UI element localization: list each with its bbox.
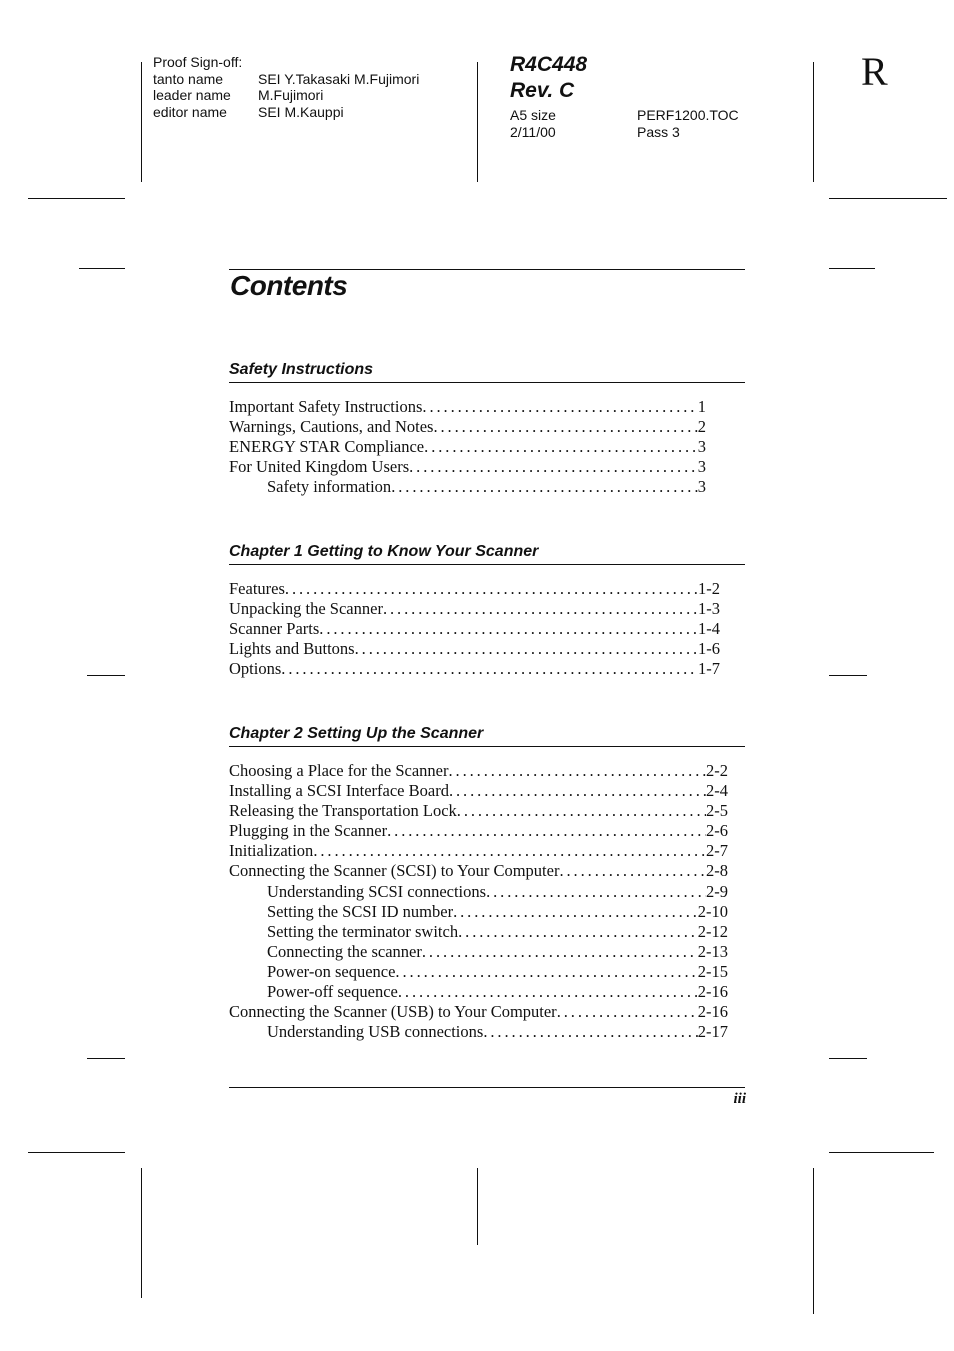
toc-entry-title: Scanner Parts	[229, 619, 320, 639]
toc-entry-title: For United Kingdom Users	[229, 457, 410, 477]
dot-leader	[313, 841, 706, 861]
toc-entry-title: Plugging in the Scanner	[229, 821, 388, 841]
dot-leader	[285, 579, 698, 599]
toc-entry[interactable]	[229, 397, 706, 417]
toc-entry[interactable]	[229, 639, 720, 659]
dot-leader	[387, 821, 706, 841]
toc-entry-page: 1-4	[698, 619, 720, 639]
toc-entry-page: 1-3	[698, 599, 720, 619]
toc-subentry[interactable]	[229, 477, 706, 497]
crop-mark	[28, 198, 125, 199]
proof-label: editor name	[153, 103, 227, 120]
section-heading: Chapter 1 Getting to Know Your Scanner	[229, 543, 745, 565]
dot-leader	[449, 781, 706, 801]
meta-row	[510, 107, 770, 124]
toc-entry-page: 3	[697, 437, 706, 457]
toc-entry-page: 1-6	[698, 639, 720, 659]
toc-subentry[interactable]	[229, 962, 728, 982]
dot-leader	[422, 942, 698, 962]
toc-entry-title: ENERGY STAR Compliance	[229, 437, 425, 457]
dot-leader	[383, 599, 698, 619]
toc-entry-title: Connecting the scanner	[267, 941, 422, 961]
toc-entry[interactable]	[229, 437, 706, 457]
toc-entry-page: 2-13	[697, 941, 728, 961]
page-title: Contents	[230, 270, 348, 301]
dot-leader	[458, 922, 698, 942]
toc-entry-title: Features	[229, 579, 285, 598]
toc-entry[interactable]	[229, 861, 728, 881]
toc-list	[229, 579, 720, 679]
toc-entry-page: 3	[697, 477, 706, 497]
dot-leader	[457, 801, 706, 821]
toc-entry-title: Connecting the Scanner (SCSI) to Your Computer	[229, 861, 560, 881]
toc-entry-page: 2-8	[706, 861, 728, 881]
toc-entry[interactable]	[229, 821, 728, 841]
meta-pass: Pass 3	[637, 123, 680, 140]
toc-entry-page: 2-7	[706, 841, 728, 861]
toc-entry-page: 2-17	[697, 1022, 728, 1042]
toc-subentry[interactable]	[229, 982, 728, 1002]
toc-entry-title: Important Safety Instructions	[229, 397, 423, 416]
toc-entry[interactable]	[229, 781, 728, 801]
proof-value: SEI M.Kauppi	[258, 103, 344, 120]
toc-subentry[interactable]	[229, 922, 728, 942]
dot-leader	[433, 417, 697, 437]
dot-leader	[409, 457, 698, 477]
dot-leader	[448, 761, 706, 781]
crop-mark	[87, 675, 125, 676]
proof-value: M.Fujimori	[258, 87, 324, 103]
toc-entry-title: Initialization	[229, 841, 314, 861]
model-revision	[510, 52, 587, 104]
toc-entry[interactable]	[229, 417, 706, 437]
toc-entry-page: 2-12	[697, 921, 728, 941]
model-number: R4C448	[510, 53, 588, 76]
crop-mark	[477, 1168, 478, 1245]
proof-label: tanto name	[153, 70, 224, 87]
meta-size: A5 size	[510, 107, 556, 123]
section-heading: Chapter 2 Setting Up the Scanner	[229, 725, 745, 747]
meta-date: 2/11/00	[510, 123, 556, 140]
toc-entry-title: Connecting the Scanner (USB) to Your Computer	[229, 1002, 557, 1022]
dot-leader	[422, 397, 697, 417]
toc-entry-title: Releasing the Transportation Lock	[229, 801, 457, 821]
crop-mark	[829, 198, 947, 199]
dot-leader	[355, 639, 698, 659]
proof-label: leader name	[153, 87, 231, 103]
toc-entry-title: Lights and Buttons	[229, 639, 355, 659]
toc-entry-title: Power-off sequence	[267, 982, 398, 1002]
toc-entry-page: 1-7	[698, 659, 720, 679]
crop-mark	[829, 1058, 867, 1059]
toc-entry-page: 3	[697, 457, 706, 477]
toc-entry[interactable]	[229, 801, 728, 821]
proof-title: Proof Sign-off:	[153, 54, 243, 70]
toc-entry-title: Power-on sequence	[267, 961, 396, 981]
crop-mark	[829, 1152, 934, 1153]
toc-entry[interactable]	[229, 1002, 728, 1022]
dot-leader	[486, 882, 706, 902]
toc-entry-title: Understanding SCSI connections	[267, 881, 487, 901]
toc-entry-title: Unpacking the Scanner	[229, 599, 383, 619]
toc-entry-page: 2-9	[706, 881, 728, 901]
toc-list	[229, 761, 728, 1042]
crop-mark	[829, 675, 867, 676]
toc-entry-title: Safety information	[267, 477, 392, 497]
dot-leader	[453, 902, 698, 922]
toc-entry-title: Understanding USB connections	[267, 1022, 484, 1042]
proof-value: SEI Y.Takasaki M.Fujimori	[258, 70, 420, 87]
proof-row-leader	[153, 87, 419, 104]
dot-leader	[281, 659, 698, 679]
proof-row-tanto	[153, 71, 419, 88]
toc-entry-title: Setting the SCSI ID number	[267, 901, 454, 921]
crop-mark	[141, 62, 142, 182]
crop-mark	[813, 1168, 814, 1314]
toc-entry-page: 1	[697, 397, 706, 416]
crop-mark	[477, 62, 478, 182]
toc-entry-title: Installing a SCSI Interface Board	[229, 781, 449, 801]
corner-letter: R	[861, 49, 888, 94]
dot-leader	[557, 1002, 698, 1022]
toc-subentry[interactable]	[229, 902, 728, 922]
toc-entry-title: Options	[229, 659, 282, 679]
toc-entry[interactable]	[229, 599, 720, 619]
toc-entry[interactable]	[229, 761, 728, 781]
toc-entry-page: 2-15	[697, 961, 728, 981]
toc-subentry[interactable]	[229, 942, 728, 962]
toc-entry-page: 2-6	[706, 821, 728, 841]
toc-entry[interactable]	[229, 659, 720, 679]
dot-leader	[424, 437, 698, 457]
toc-entry[interactable]	[229, 619, 720, 639]
crop-mark	[141, 1168, 142, 1298]
proof-signoff	[153, 54, 419, 120]
doc-meta	[510, 107, 770, 140]
toc-subentry[interactable]	[229, 882, 728, 902]
dot-leader	[319, 619, 698, 639]
toc-entry-title: Setting the terminator switch	[267, 921, 459, 941]
toc-entry-page: 2-5	[706, 801, 728, 821]
toc-entry-page: 2-16	[697, 982, 728, 1002]
toc-entry-title: Warnings, Cautions, and Notes	[229, 417, 434, 437]
meta-row	[510, 124, 770, 141]
crop-mark	[28, 1152, 125, 1153]
dot-leader	[395, 962, 697, 982]
section-heading: Safety Instructions	[229, 361, 745, 383]
revision: Rev. C	[510, 79, 575, 102]
toc-entry-title: Choosing a Place for the Scanner	[229, 761, 449, 780]
dot-leader	[559, 861, 706, 881]
toc-entry[interactable]	[229, 841, 728, 861]
page-number: iii	[733, 1091, 746, 1107]
crop-mark	[79, 268, 125, 269]
toc-entry-page: 2-2	[706, 761, 728, 780]
toc-list	[229, 397, 706, 497]
meta-file: PERF1200.TOC	[637, 107, 739, 123]
crop-mark	[813, 62, 814, 182]
toc-entry-page: 2	[697, 417, 706, 437]
dot-leader	[398, 982, 698, 1002]
crop-mark	[829, 268, 875, 269]
toc-entry-page: 1-2	[698, 579, 720, 598]
toc-entry[interactable]	[229, 457, 706, 477]
toc-entry-page: 2-16	[697, 1002, 728, 1022]
toc-subentry[interactable]	[229, 1022, 728, 1042]
toc-entry-page: 2-4	[706, 781, 728, 801]
toc-entry[interactable]	[229, 579, 720, 599]
proof-row-editor	[153, 104, 419, 121]
toc-entry-page: 2-10	[697, 901, 728, 921]
crop-mark	[87, 1058, 125, 1059]
dot-leader	[391, 477, 698, 497]
dot-leader	[483, 1022, 697, 1042]
footer-rule	[229, 1087, 745, 1088]
